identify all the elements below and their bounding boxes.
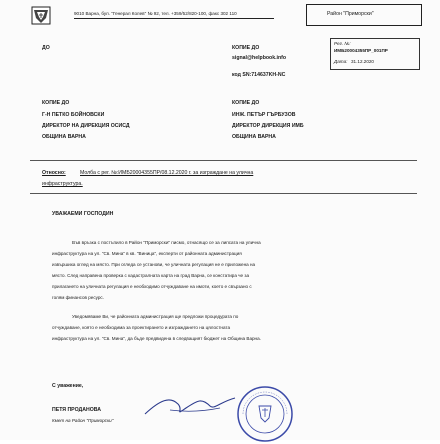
body-p1-line-2: инфраструктура на ул. "Св. Мина" в кв. "Виница", експерти от районната администрация: [52, 251, 242, 256]
body-p1-line-5: прилагането на уличната регулация е необходимо отчуждаване на имоти, което е свързано с: [52, 284, 252, 289]
copy-to-code: код SN:714637KH-NC: [232, 72, 286, 78]
body-p1-line-6: голям финансов ресурс.: [52, 295, 105, 300]
registration-box: [330, 38, 420, 70]
copy-to-person-1: Г-Н ПЕТКО БОЙНОВСКИ: [42, 112, 105, 118]
copy-to-email: signal@helpbook.info: [232, 55, 287, 61]
divider-top: [30, 160, 417, 161]
copy-to-position-2: ДИРЕКТОР ДИРЕКЦИЯ ИМБ: [232, 123, 304, 129]
salutation: УВАЖАЕМИ ГОСПОДИН: [52, 211, 114, 217]
registration-number: ИМБ20004355ПР_001ПР: [334, 48, 388, 53]
header-rule: [74, 18, 274, 19]
handwritten-signature: [140, 392, 240, 422]
body-p2-line-3: инфраструктура на ул. "Св. Мина", да бъде предвидена в следващият бюджет на Община Варна.: [52, 336, 261, 341]
body-p1-line-1: Във връзка с постъпило в Район "Приморски" писмо, отнасящо се за липсата на улична: [72, 240, 261, 245]
to-label: ДО: [42, 45, 50, 51]
copy-to-org-2: ОБЩИНА ВАРНА: [232, 134, 276, 140]
header-address: 9010 Варна, бул. "Генерал Колев" № 92, тел. +359/52/820-100, факс 302 110: [74, 11, 237, 16]
subject-label: Относно:: [42, 170, 66, 176]
body-p1-line-4: място. След направена проверка с кадастралната карта на град Варна, се констатира че за: [52, 273, 250, 278]
signatory-name: ПЕТЯ ПРОДАНОВА: [52, 407, 102, 413]
body-p1-line-3: извършиха оглед на място. При огледа се установи, че уличната регулация не е приложена на: [52, 262, 256, 267]
closing-regards: С уважение,: [52, 383, 84, 389]
district-stamp: [306, 4, 422, 26]
official-seal-icon: [235, 384, 295, 444]
district-stamp-title: Район "Приморски": [327, 11, 374, 17]
body-p2-line-2: отчуждаване, която е необходима за проектирането и изграждането на цялостната: [52, 325, 231, 330]
copy-to-person-2: ИНЖ. ПЕТЪР ГЪРБУЗОВ: [232, 112, 296, 118]
divider-bottom: [30, 193, 417, 194]
copy-to-label-2: КОПИЕ ДО: [42, 100, 70, 106]
registration-date-label: Дата:: [334, 59, 348, 64]
copy-to-label-3: КОПИЕ ДО: [232, 100, 260, 106]
copy-to-position-1: ДИРЕКТОР НА ДИРЕКЦИЯ ОСИСД: [42, 123, 130, 129]
municipality-crest-icon: [30, 6, 52, 26]
copy-to-label-1: КОПИЕ ДО: [232, 45, 260, 51]
subject-line-1: Молба с рег. №:ИМБ20004355ПР/08.12.2020 г. за изграждане на улична: [80, 170, 254, 176]
subject-line-2: инфраструктура.: [42, 181, 83, 187]
copy-to-org-1: ОБЩИНА ВАРНА: [42, 134, 86, 140]
signatory-title: Кмет на Район "Приморски": [52, 418, 114, 423]
body-p2-line-1: Уведомяваме Ви, че районната администрация ще предложи процедурата по: [72, 314, 239, 319]
registration-label: Рег. №:: [334, 41, 351, 46]
registration-date: 31.12.2020: [351, 59, 374, 64]
